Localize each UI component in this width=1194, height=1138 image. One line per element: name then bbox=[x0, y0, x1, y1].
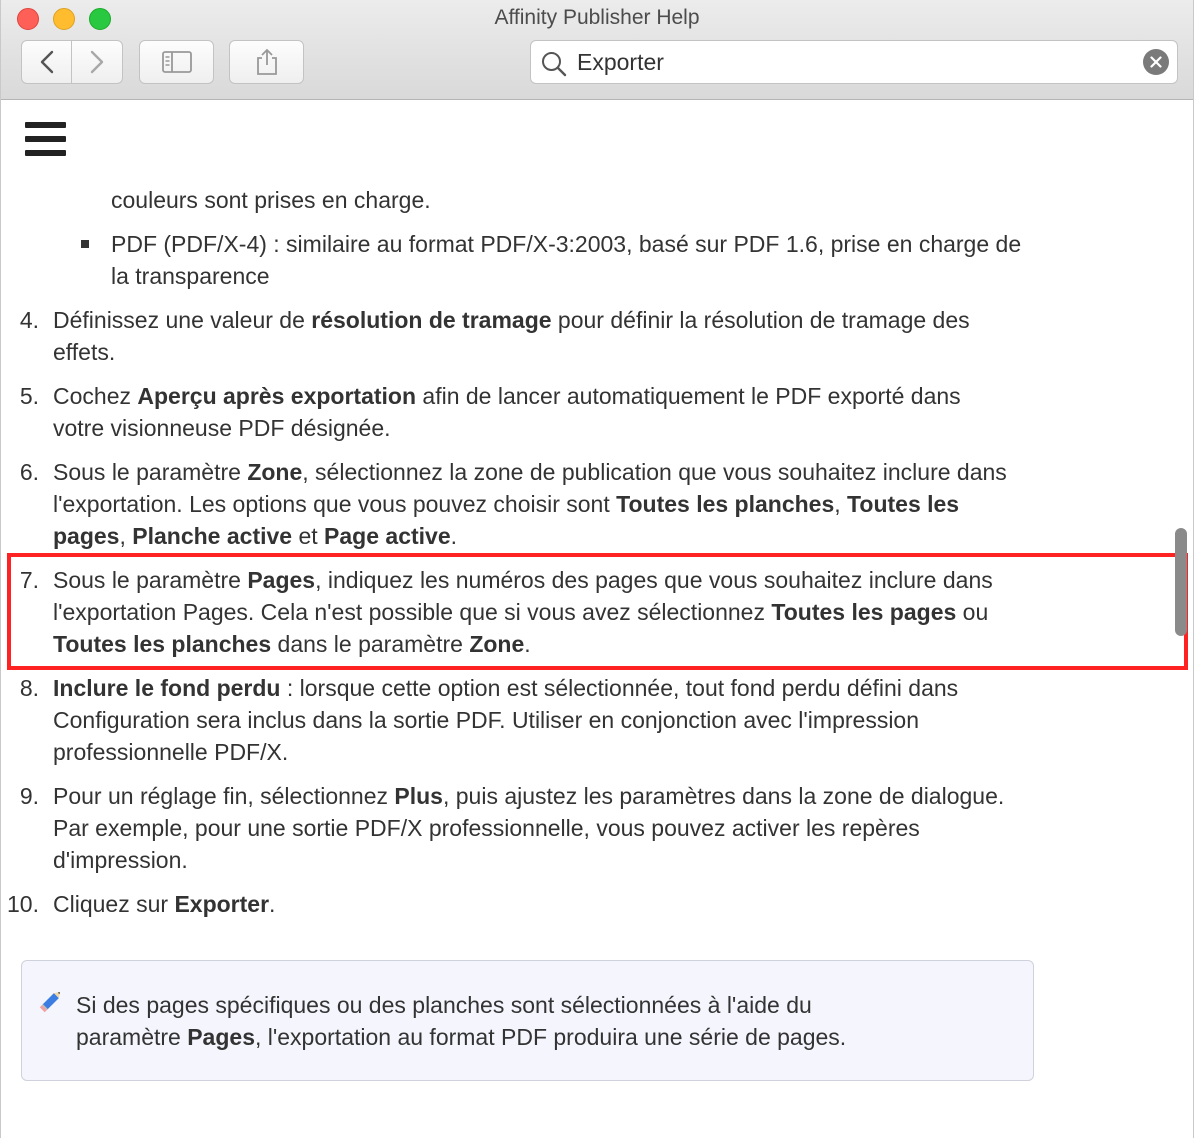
title-bar bbox=[1, 0, 1193, 100]
step-9-text: Pour un réglage fin, sélectionnez Plus, puis ajustez les paramètres dans la zone de dialogue. Par exemple, pour une sortie PDF/X professionnelle, vous pouvez activer les repères d'impression. bbox=[53, 783, 1005, 873]
search-field[interactable] bbox=[530, 40, 1178, 84]
step-4-text: Définissez une valeur de résolution de tramage pour définir la résolution de tramage des effets. bbox=[53, 307, 970, 365]
search-input[interactable] bbox=[577, 45, 1117, 79]
sidebar-icon bbox=[162, 51, 192, 73]
share-button[interactable] bbox=[229, 40, 304, 84]
step-number: 6. bbox=[19, 459, 39, 485]
pencil-icon bbox=[36, 989, 64, 1015]
chevron-right-icon bbox=[90, 50, 104, 74]
bullet-pdfx4: PDF (PDF/X-4) : similaire au format PDF/X-3:2003, basé sur PDF 1.6, prise en charge de la transparence bbox=[111, 231, 1022, 289]
scrollbar-thumb[interactable] bbox=[1175, 528, 1187, 636]
step-number: 10. bbox=[7, 891, 39, 917]
note-box bbox=[21, 960, 1034, 1081]
step-10-text: Cliquez sur Exporter. bbox=[53, 891, 276, 917]
step-6-text: Sous le paramètre Zone, sélectionnez la zone de publication que vous souhaitez inclure dans l'exportation. Les options que vous pouvez choisir sont Toutes les planches, Toutes les pages, Planche active et Page active. bbox=[53, 459, 1007, 549]
step-number: 9. bbox=[19, 783, 39, 809]
bullet-continuation: couleurs sont prises en charge. bbox=[111, 187, 431, 213]
back-button[interactable] bbox=[21, 40, 72, 84]
note-text: Si des pages spécifiques ou des planches sont sélectionnées à l'aide du paramètre Pages, l'exportation au format PDF produira une série de pages. bbox=[76, 992, 847, 1050]
forward-button[interactable] bbox=[72, 40, 123, 84]
step-5-text: Cochez Aperçu après exportation afin de lancer automatiquement le PDF exporté dans votre visionneuse PDF désignée. bbox=[53, 383, 961, 441]
step-number: 7. bbox=[19, 567, 39, 593]
chevron-left-icon bbox=[40, 50, 54, 74]
window-title: Affinity Publisher Help bbox=[494, 6, 700, 29]
help-content bbox=[1, 100, 1191, 1138]
bullet-marker bbox=[81, 240, 89, 248]
step-number: 8. bbox=[19, 675, 39, 701]
clear-search-icon[interactable] bbox=[1143, 49, 1169, 75]
step-8-text: Inclure le fond perdu : lorsque cette option est sélectionnée, tout fond perdu défini dans Configuration sera inclus dans la sortie PDF. Utiliser en conjonction avec l'impression professionnelle PDF/X. bbox=[53, 675, 959, 765]
toggle-sidebar-button[interactable] bbox=[139, 40, 214, 84]
menu-icon[interactable] bbox=[25, 122, 66, 158]
share-icon bbox=[256, 48, 278, 76]
step-number: 4. bbox=[19, 307, 39, 333]
step-7-text: Sous le paramètre Pages, indiquez les numéros des pages que vous souhaitez inclure dans l'exportation Pages. Cela n'est possible que si vous avez sélectionnez Toutes les pages ou Toutes les planches dans le paramètre Zone. bbox=[53, 567, 993, 657]
search-icon bbox=[541, 51, 567, 77]
step-number: 5. bbox=[19, 383, 39, 409]
